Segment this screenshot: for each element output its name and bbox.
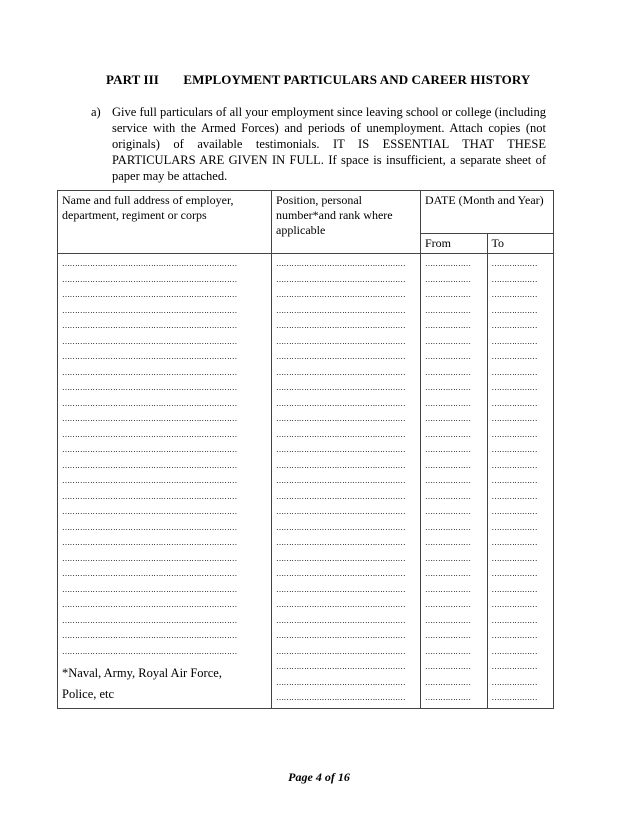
dotted-line[interactable]: …………………………………………… [276,507,406,516]
position-column[interactable] [272,254,421,709]
dotted-line[interactable]: ……………… [425,662,471,671]
dotted-line[interactable]: ……………… [491,476,538,485]
dotted-line[interactable]: …………………………………………… [276,321,406,330]
dotted-line[interactable]: ……………… [491,352,538,361]
dotted-line[interactable]: …………………………………………… [276,445,406,454]
dotted-line[interactable]: …………………………………………… [276,522,406,532]
dotted-line[interactable]: ……………… [425,305,471,315]
dotted-line[interactable]: ……………… [491,274,538,284]
dotted-line[interactable]: …………………………………………… [276,259,406,268]
dotted-line[interactable]: ……………… [425,476,471,485]
dotted-line[interactable]: …………………………………………………………… [62,352,237,361]
dotted-line[interactable]: ……………… [491,259,538,268]
dotted-line[interactable]: ……………… [491,383,538,392]
dotted-line[interactable]: ……………… [425,522,471,532]
dotted-line[interactable]: …………………………………………… [276,476,406,485]
dotted-line[interactable]: ……………… [491,600,538,609]
dotted-line[interactable]: ……………… [425,398,471,408]
dotted-line[interactable]: …………………………………………………………… [62,553,237,563]
dotted-line[interactable]: ……………… [425,693,471,702]
dotted-line[interactable]: ……………… [425,336,471,346]
dotted-line[interactable]: …………………………………………… [276,646,406,656]
dotted-line[interactable]: …………………………………………………………… [62,305,237,315]
dotted-line[interactable]: …………………………………………… [276,336,406,346]
dotted-line[interactable]: ……………… [425,321,471,330]
dotted-line[interactable]: ……………… [425,615,471,625]
dotted-line[interactable]: …………………………………………… [276,553,406,563]
dotted-line[interactable]: ……………… [425,429,471,439]
dotted-line[interactable]: …………………………………………………………… [62,584,237,594]
dotted-line[interactable]: ……………… [425,538,471,547]
dotted-line[interactable]: …………………………………………………………… [62,646,237,656]
dotted-line[interactable]: …………………………………………………………… [62,615,237,625]
section-heading [106,72,530,88]
dotted-line[interactable]: …………………………………………………………… [62,290,237,299]
dotted-line[interactable]: ……………… [425,290,471,299]
dotted-line[interactable]: …………………………………………… [276,631,406,640]
dotted-line[interactable]: …………………………………………………………… [62,538,237,547]
dotted-line[interactable]: ……………… [491,615,538,625]
dotted-line[interactable]: ……………… [425,367,471,377]
dotted-line[interactable]: ……………… [491,290,538,299]
dotted-line[interactable]: ……………… [491,677,538,687]
item-marker: a) [91,105,101,119]
dotted-line[interactable]: …………………………………………………………… [62,321,237,330]
dotted-line[interactable]: …………………………………………… [276,569,406,578]
dotted-line[interactable]: ……………… [425,553,471,563]
dotted-line[interactable]: …………………………………………… [276,398,406,408]
dotted-line[interactable]: …………………………………………… [276,367,406,377]
dotted-line[interactable]: …………………………………………… [276,274,406,284]
dotted-line[interactable]: ……………… [425,507,471,516]
dotted-line[interactable]: ……………… [425,445,471,454]
dotted-line[interactable]: ……………… [425,631,471,640]
dotted-line[interactable]: …………………………………………… [276,693,406,702]
employer-column[interactable] [58,254,272,709]
dotted-line[interactable]: ……………… [425,460,471,470]
dotted-line[interactable]: ……………… [491,445,538,454]
dotted-line[interactable]: …………………………………………………………… [62,336,237,346]
dotted-line[interactable]: …………………………………………………………… [62,460,237,470]
entry-row [58,254,554,709]
header-row [58,191,554,234]
footnote-line-1: *Naval, Army, Royal Air Force, [62,666,222,680]
dotted-line[interactable]: ……………… [491,584,538,594]
dotted-line[interactable]: ……………… [491,693,538,702]
footnote [62,663,267,705]
dotted-line[interactable]: …………………………………………… [276,584,406,594]
dotted-line[interactable]: ……………… [491,398,538,408]
dotted-line[interactable]: …………………………………………… [276,460,406,470]
dotted-line[interactable]: ……………… [425,569,471,578]
dotted-line[interactable]: …………………………………………………………… [62,274,237,284]
dotted-line[interactable]: …………………………………………… [276,491,406,501]
dotted-line[interactable]: ……………… [425,414,471,423]
dotted-line[interactable]: …………………………………………………………… [62,414,237,423]
dotted-line[interactable]: …………………………………………… [276,600,406,609]
dotted-line[interactable]: …………………………………………………………… [62,569,237,578]
dotted-line[interactable]: …………………………………………………………… [62,367,237,377]
dotted-line[interactable]: …………………………………………… [276,290,406,299]
dotted-line[interactable]: …………………………………………… [276,538,406,547]
dotted-line[interactable]: …………………………………………………………… [62,429,237,439]
dotted-line[interactable]: ……………… [425,491,471,501]
dotted-line[interactable]: ……………… [491,631,538,640]
dotted-line[interactable]: ……………… [491,460,538,470]
dotted-line[interactable]: ……………… [425,584,471,594]
employer-header: Name and full address of employer, department, regiment or corps [58,191,272,254]
dotted-line[interactable]: ……………… [491,321,538,330]
dotted-line[interactable]: …………………………………………………………… [62,383,237,392]
dotted-line[interactable]: ……………… [491,553,538,563]
dotted-line[interactable]: ……………… [491,569,538,578]
dotted-line[interactable]: ……………… [491,305,538,315]
dotted-line[interactable]: …………………………………………………………… [62,507,237,516]
dotted-line[interactable]: ……………… [491,507,538,516]
dotted-line[interactable]: ……………… [491,662,538,671]
dotted-line[interactable]: …………………………………………………………… [62,259,237,268]
dotted-line[interactable]: ……………… [491,491,538,501]
dotted-line[interactable]: ……………… [491,336,538,346]
dotted-line[interactable]: ……………… [491,367,538,377]
dotted-line[interactable]: …………………………………………………………… [62,398,237,408]
dotted-line[interactable]: …………………………………………………………… [62,445,237,454]
from-dotted-lines[interactable] [425,256,483,706]
dotted-line[interactable]: ……………… [491,429,538,439]
from-header: From [421,234,488,254]
from-column[interactable] [421,254,488,709]
dotted-line[interactable]: ……………… [425,259,471,268]
dotted-line[interactable]: ……………… [425,274,471,284]
dotted-line[interactable]: …………………………………………… [276,615,406,625]
date-header: DATE (Month and Year) [421,191,554,234]
dotted-line[interactable]: ……………… [425,677,471,687]
dotted-line[interactable]: ……………… [425,383,471,392]
dotted-line[interactable]: …………………………………………… [276,383,406,392]
part-number: PART III [106,72,159,87]
dotted-line[interactable]: …………………………………………… [276,414,406,423]
dotted-line[interactable]: ……………… [425,600,471,609]
part-title: EMPLOYMENT PARTICULARS AND CAREER HISTORY [183,72,531,87]
dotted-line[interactable]: ……………… [425,352,471,361]
dotted-line[interactable]: …………………………………………… [276,662,406,671]
dotted-line[interactable]: …………………………………………………………… [62,600,237,609]
employment-table [57,190,554,709]
dotted-line[interactable]: …………………………………………………………… [62,631,237,640]
position-dotted-lines[interactable] [276,256,416,706]
employer-dotted-lines[interactable] [62,256,267,659]
dotted-line[interactable]: ……………… [491,522,538,532]
to-header: To [487,234,554,254]
page-number: Page 4 of 16 [288,770,350,784]
footnote-line-2: Police, etc [62,687,115,701]
position-header: Position, personal number*and rank where applicable [272,191,421,254]
dotted-line[interactable]: ……………… [425,646,471,656]
to-column[interactable] [487,254,554,709]
dotted-line[interactable]: ……………… [491,538,538,547]
instructions-paragraph [91,104,546,184]
dotted-line[interactable]: …………………………………………… [276,429,406,439]
dotted-line[interactable]: ……………… [491,646,538,656]
dotted-line[interactable]: …………………………………………… [276,305,406,315]
instructions-text: Give full particulars of all your employment since leaving school or college (including service with the Armed Forces) and periods of unemployment. Attach copies (not originals) of available testimonials. IT IS ESSENTIAL THAT THESE PARTICULARS ARE GIVEN IN FULL. If space is insufficient, a separate sheet of paper may be attached. [112,105,546,183]
to-dotted-lines[interactable] [492,256,550,706]
dotted-line[interactable]: ……………… [491,414,538,423]
dotted-line[interactable]: …………………………………………… [276,352,406,361]
dotted-line[interactable]: …………………………………………………………… [62,522,237,532]
dotted-line[interactable]: …………………………………………………………… [62,476,237,485]
dotted-line[interactable]: …………………………………………… [276,677,406,687]
dotted-line[interactable]: …………………………………………………………… [62,491,237,501]
